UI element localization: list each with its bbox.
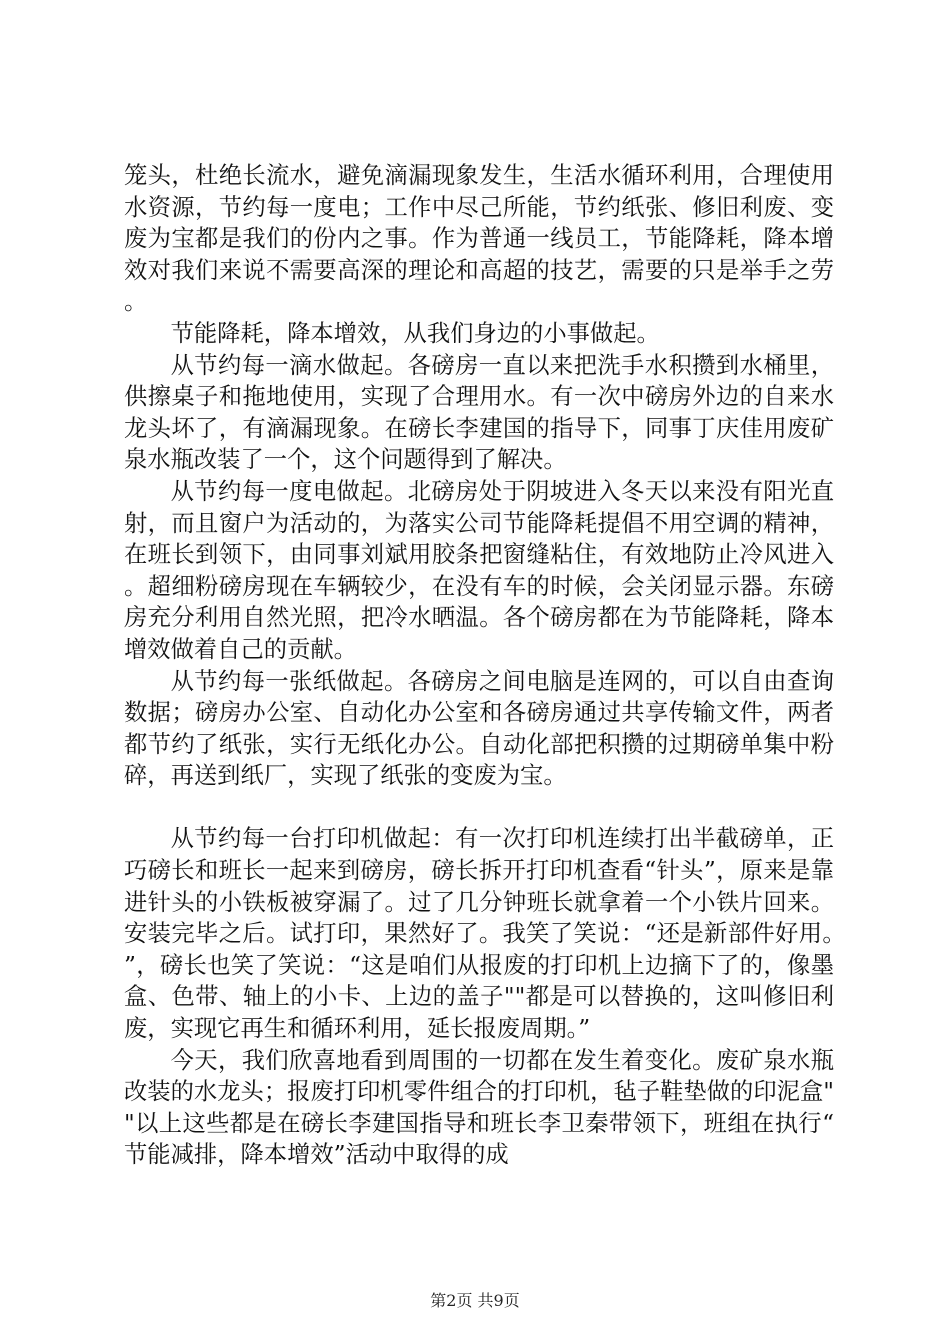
paragraph-5: 从节约每一张纸做起。各磅房之间电脑是连网的，可以自由查询数据；磅房办公室、自动化办公室和各磅房通过共享传输文件，两者都节约了纸张，实行无纸化办公。自动化部把积攒的过期磅单集中粉碎，再送到纸厂，实现了纸张的变废为宝。 xyxy=(124,667,834,790)
paragraph-2: 节能降耗，降本增效，从我们身边的小事做起。 xyxy=(170,319,660,347)
document-body xyxy=(124,160,834,1171)
paragraph-4: 从节约每一度电做起。北磅房处于阴坡进入冬天以来没有阳光直射，而且窗户为活动的，为落实公司节能降耗提倡不用空调的精神，在班长到领下，由同事刘斌用胶条把窗缝粘住，有效地防止冷风进入。超细粉磅房现在车辆较少，在没有车的时候，会关闭显示器。东磅房充分利用自然光照，把冷水晒温。各个磅房都在为节能降耗，降本增效做着自己的贡献。 xyxy=(124,477,834,663)
paragraph-3: 从节约每一滴水做起。各磅房一直以来把洗手水积攒到水桶里，供擦桌子和拖地使用，实现了合理用水。有一次中磅房外边的自来水龙头坏了，有滴漏现象。在磅长李建国的指导下，同事丁庆佳用废矿泉水瓶改装了一个，这个问题得到了解决。 xyxy=(124,351,834,474)
paragraph-1: 笼头，杜绝长流水，避免滴漏现象发生，生活水循环利用，合理使用水资源，节约每一度电；工作中尽己所能，节约纸张、修旧利废、变废为宝都是我们的份内之事。作为普通一线员工，节能降耗，降本增效对我们来说不需要高深的理论和高超的技艺，需要的只是举手之劳。 xyxy=(124,162,834,316)
paragraph-6: 从节约每一台打印机做起：有一次打印机连续打出半截磅单，正巧磅长和班长一起来到磅房，磅长拆开打印机查看“针头”，原来是靠进针头的小铁板被穿漏了。过了几分钟班长就拿着一个小铁片回来。安装完毕之后。试打印，果然好了。我笑了笑说：“还是新部件好用。”，磅长也笑了笑说：“这是咱们从报废的打印机上边摘下了的，像墨盒、色带、轴上的小卡、上边的盖子""都是可以替换的，这叫修旧利废，实现它再生和循环利用，延长报废周期。” xyxy=(124,825,834,1043)
paragraph-7: 今天，我们欣喜地看到周围的一切都在发生着变化。废矿泉水瓶改装的水龙头；报废打印机零件组合的打印机，毡子鞋垫做的印泥盒""以上这些都是在磅长李建国指导和班长李卫秦带领下，班组在执行“节能减排，降本增效”活动中取得的成 xyxy=(124,1046,834,1169)
paragraph-blank xyxy=(124,792,834,824)
page-number-footer: 第2页 共9页 xyxy=(430,1291,520,1310)
